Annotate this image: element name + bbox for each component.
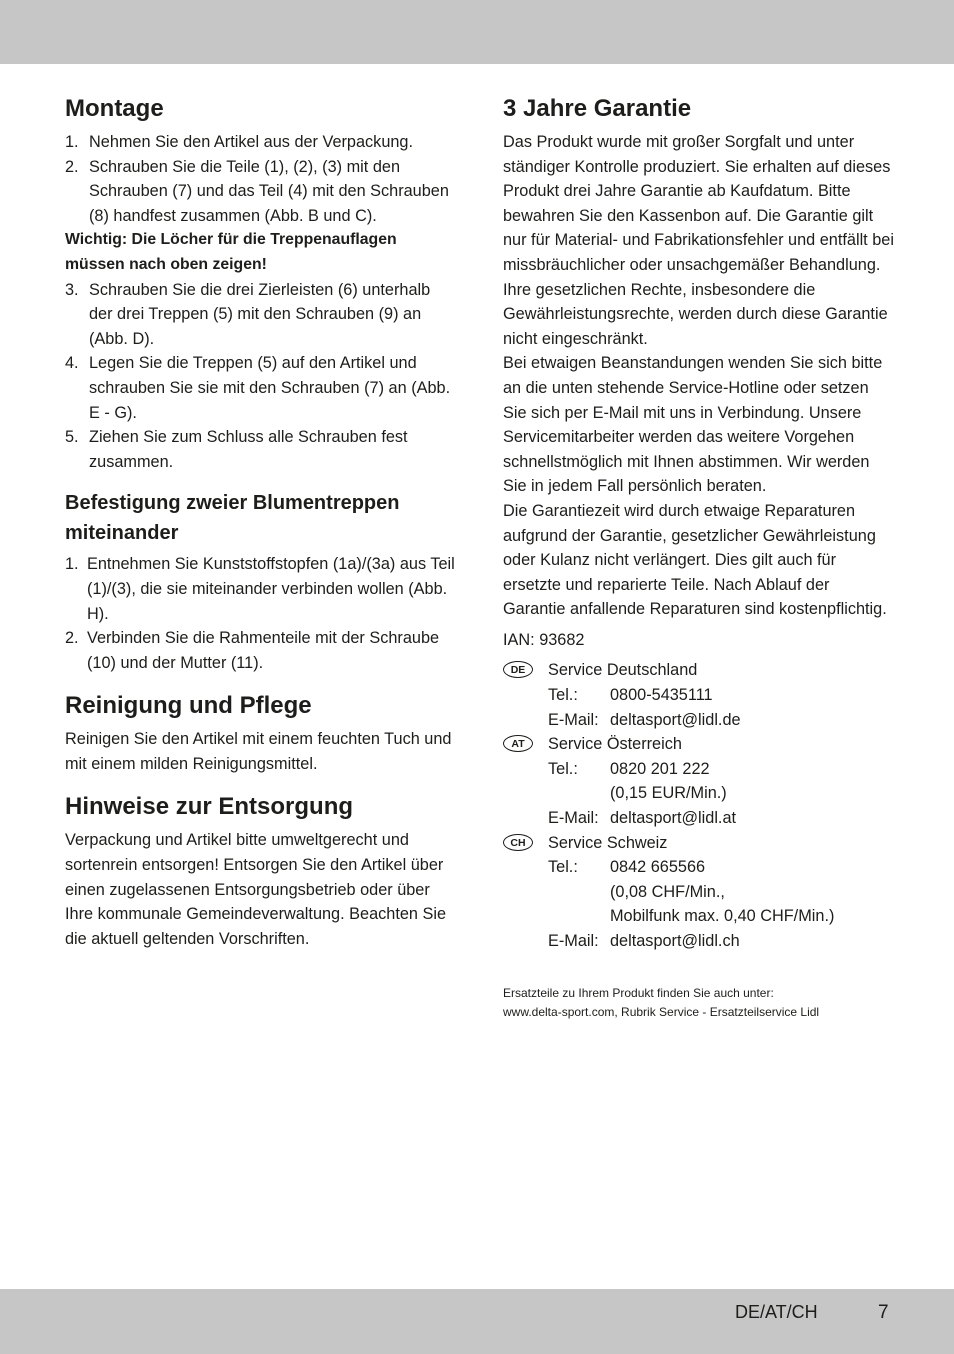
list-item xyxy=(65,425,455,474)
tel-rate-note-mobile: Mobilfunk max. 0,40 CHF/Min.) xyxy=(610,907,835,926)
list-item xyxy=(65,278,455,352)
befestigung-steps xyxy=(65,552,455,675)
step-text: Ziehen Sie zum Schluss alle Schrauben fest zusammen. xyxy=(89,428,408,471)
entsorgung-heading: Hinweise zur Entsorgung xyxy=(65,793,354,821)
garantie-paragraph-3: Die Garantiezeit wird durch etwaige Reparaturen aufgrund der Garantie, gesetzlicher Gewährleistung oder Kulanz nicht verlängert. Dies gilt auch für ersetzte und reparierte Teile. Nach Ablauf der Garantie anfallende Reparaturen sind kostenpflichtig. xyxy=(503,501,887,619)
step-number: 2. xyxy=(65,629,79,648)
service-at xyxy=(503,732,895,830)
step-number: 4. xyxy=(65,354,79,373)
tel-rate-note: (0,08 CHF/Min., xyxy=(610,882,725,901)
step-text: Entnehmen Sie Kunststoffstopfen (1a)/(3a) aus Teil (1)/(3), die sie miteinander verbinden wollen (Abb. H). xyxy=(87,555,455,623)
email-label: E-Mail: xyxy=(548,710,599,729)
step-number: 1. xyxy=(65,555,79,574)
garantie-paragraph-2: Bei etwaigen Beanstandungen wenden Sie sich bitte an die unten stehende Service-Hotline oder setzen Sie sich per E-Mail mit uns in Verbindung. Unsere Servicemitarbeiter werden das weitere Vorgehen schnellstmöglich mit Ihnen abstimmen. Wir werden Sie in jedem Fall persönlich beraten. xyxy=(503,354,883,496)
garantie-heading: 3 Jahre Garantie xyxy=(503,95,692,122)
header-band xyxy=(0,0,954,64)
step-text: Schrauben Sie die drei Zierleisten (6) unterhalb der drei Treppen (5) mit den Schrauben (9) an (Abb. D). xyxy=(89,280,431,348)
list-item xyxy=(65,626,455,675)
email-label: E-Mail: xyxy=(548,932,599,950)
country-badge-icon: AT xyxy=(503,735,533,752)
entsorgung-text: Verpackung und Artikel bitte umweltgerecht und sortenrein entsorgen! Entsorgen Sie den Artikel über einen zugelassenen Entsorgungsbetrieb oder über Ihre kommunale Gemeindeverwaltung. Beachten Sie die aktuell geltenden Vorschriften. xyxy=(65,831,447,948)
list-item xyxy=(65,351,455,425)
left-column xyxy=(65,92,455,951)
step-text: Verbinden Sie die Rahmenteile mit der Schraube (10) und der Mutter (11). xyxy=(87,629,440,672)
step-number: 1. xyxy=(65,133,79,151)
email-address[interactable]: deltasport@lidl.de xyxy=(610,710,741,729)
list-item xyxy=(65,130,455,155)
list-item xyxy=(65,155,455,229)
tel-label: Tel.: xyxy=(548,686,578,705)
garantie-paragraph-1: Das Produkt wurde mit großer Sorgfalt und unter ständiger Kontrolle produziert. Sie erhalten auf dieses Produkt drei Jahre Garantie ab Kaufdatum. Bitte bewahren Sie den Kassenbon auf. Die Garantie gilt nur für Material- und Fabrikationsfehler und entfällt bei missbräuchlicher oder unsachgemäßer Behandlung. Ihre gesetzlichen Rechte, insbesondere die Gewährleistungsrechte, werden durch diese Garantie nicht eingeschränkt. xyxy=(503,133,894,348)
step-number: 5. xyxy=(65,428,79,447)
country-badge-icon: CH xyxy=(503,834,533,851)
spare-parts-note xyxy=(503,984,895,1023)
email-address[interactable]: deltasport@lidl.at xyxy=(610,809,737,828)
ian-number: IAN: 93682 xyxy=(503,630,585,649)
step-number: 2. xyxy=(65,157,79,176)
service-name: Service Deutschland xyxy=(548,661,698,680)
page-number: 7 xyxy=(878,1302,889,1323)
email-address[interactable]: deltasport@lidl.ch xyxy=(610,932,740,950)
service-name: Service Österreich xyxy=(548,735,682,754)
step-text: Schrauben Sie die Teile (1), (2), (3) mit den Schrauben (7) und das Teil (4) mit den Schrauben (8) handfest zusammen (Abb. B und C). xyxy=(89,157,449,225)
tel-label: Tel.: xyxy=(548,759,578,778)
tel-number: 0800-5435111 xyxy=(610,686,713,705)
reinigung-text: Reinigen Sie den Artikel mit einem feuchten Tuch und mit einem milden Reinigungsmittel. xyxy=(65,730,452,773)
footer-region: DE/AT/CH xyxy=(735,1302,818,1322)
spare-parts-link[interactable]: www.delta-sport.com, Rubrik Service - Ersatzteilservice Lidl xyxy=(503,1005,820,1020)
email-label: E-Mail: xyxy=(548,809,599,828)
montage-steps-b xyxy=(65,278,455,475)
list-item xyxy=(65,552,455,626)
country-badge-icon: DE xyxy=(503,661,533,678)
step-text: Nehmen Sie den Artikel aus der Verpackung. xyxy=(89,133,414,151)
montage-steps-a xyxy=(65,130,455,228)
spare-parts-line-1: Ersatzteile zu Ihrem Produkt finden Sie auch unter: xyxy=(503,985,774,1000)
montage-warning: Wichtig: Die Löcher für die Treppenauflagen müssen nach oben zeigen! xyxy=(65,231,397,273)
step-text: Legen Sie die Treppen (5) auf den Artikel und schrauben Sie sie mit den Schrauben (7) an (Abb. E - G). xyxy=(89,354,451,422)
tel-number: 0820 201 222 xyxy=(610,759,710,778)
tel-label: Tel.: xyxy=(548,858,578,877)
step-number: 3. xyxy=(65,280,79,299)
service-name: Service Schweiz xyxy=(548,833,668,852)
tel-rate-note: (0,15 EUR/Min.) xyxy=(610,784,727,803)
reinigung-heading: Reinigung und Pflege xyxy=(65,692,312,720)
service-de xyxy=(503,658,895,732)
service-ch xyxy=(503,831,895,954)
right-column xyxy=(503,92,895,1023)
befestigung-heading: Befestigung zweier Blumentreppen miteinander xyxy=(65,492,400,545)
tel-number: 0842 665566 xyxy=(610,858,706,877)
montage-heading: Montage xyxy=(65,95,164,122)
